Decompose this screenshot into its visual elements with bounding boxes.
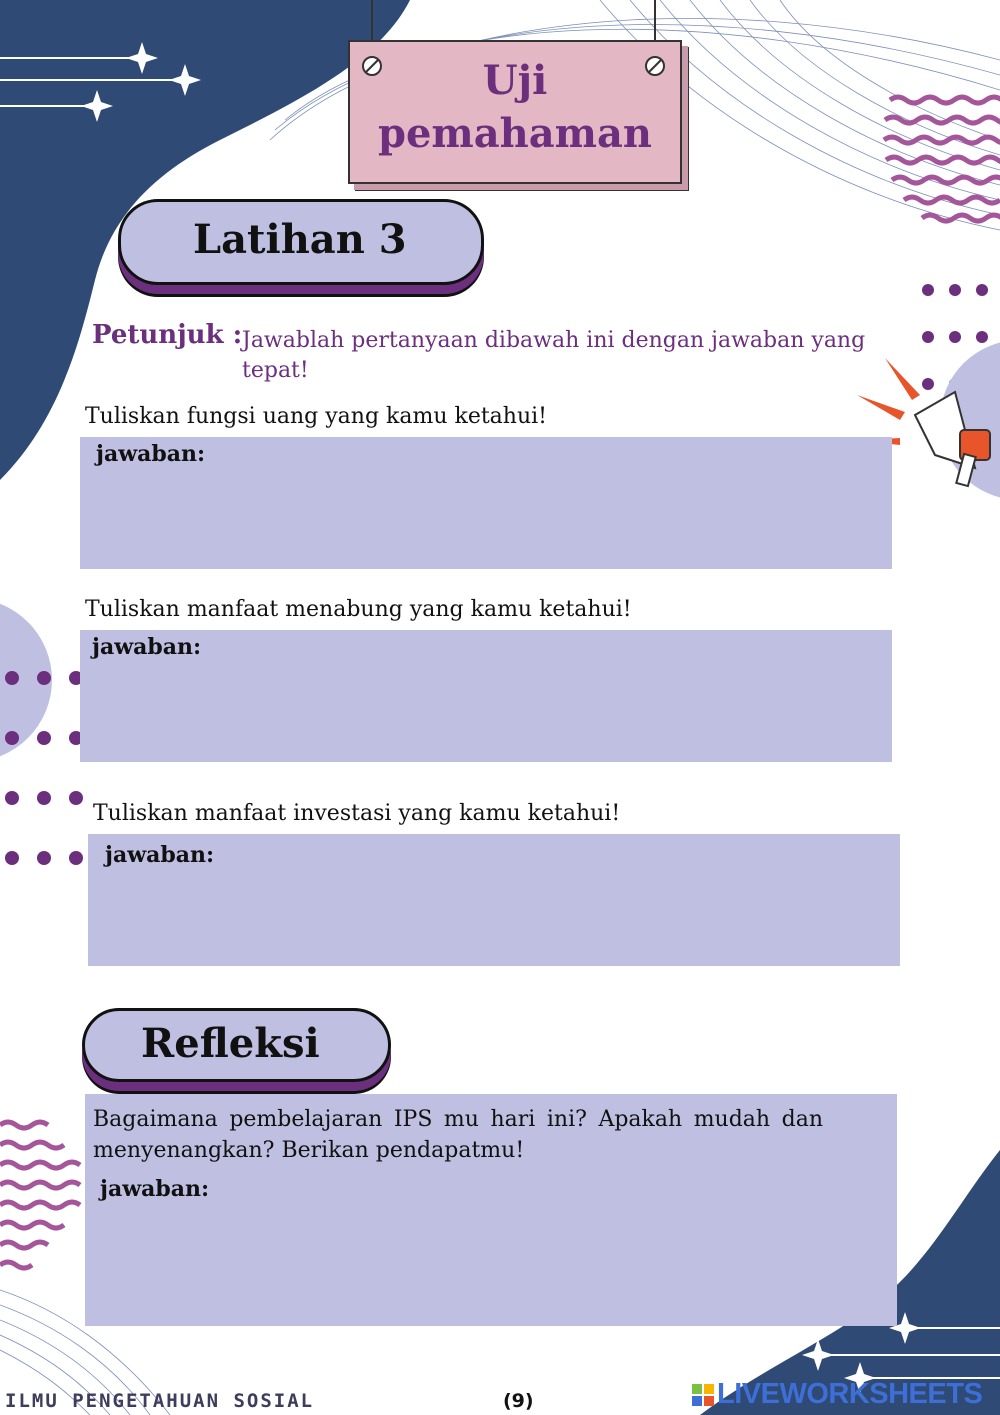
question-3-text: Tuliskan manfaat investasi yang kamu ketahui! <box>93 801 621 826</box>
brand-text: LIVEWORKSHEETS <box>717 1378 983 1410</box>
footer-subject: ILMU PENGETAHUAN SOSIAL <box>5 1390 315 1412</box>
liveworksheets-brand[interactable] <box>692 1378 982 1411</box>
answer-label-2: jawaban: <box>92 634 202 660</box>
question-2-text: Tuliskan manfaat menabung yang kamu ketahui! <box>85 597 632 622</box>
page-number: (9) <box>503 1390 534 1412</box>
answer-box-3[interactable] <box>88 834 900 966</box>
title-line-1: Uji <box>482 57 548 104</box>
wave-circle-bottom-left <box>0 1122 80 1268</box>
answer-box-2[interactable] <box>80 630 892 762</box>
refleksi-answer-label: jawaban: <box>100 1176 210 1202</box>
question-1-text: Tuliskan fungsi uang yang kamu ketahui! <box>85 404 548 429</box>
sign-pins <box>0 0 1000 200</box>
petunjuk-label: Petunjuk : <box>92 320 243 350</box>
refleksi-heading: Refleksi <box>82 1008 391 1082</box>
answer-box-1[interactable] <box>80 437 892 569</box>
petunjuk-text: Jawablah pertanyaan dibawah ini dengan jawaban yang tepat! <box>242 328 866 383</box>
refleksi-question: Bagaimana pembelajaran IPS mu hari ini? Apakah mudah dan menyenangkan? Berikan pendapatmu! <box>93 1107 823 1163</box>
answer-label-1: jawaban: <box>96 441 206 467</box>
latihan-heading: Latihan 3 <box>118 199 484 285</box>
answer-label-3: jawaban: <box>105 842 215 868</box>
pin-icon <box>363 57 664 75</box>
liveworksheets-logo-icon <box>692 1384 714 1406</box>
refleksi-answer-area[interactable] <box>85 1214 897 1326</box>
refleksi-box <box>85 1094 897 1326</box>
title-line-2: pemahaman <box>378 110 652 157</box>
